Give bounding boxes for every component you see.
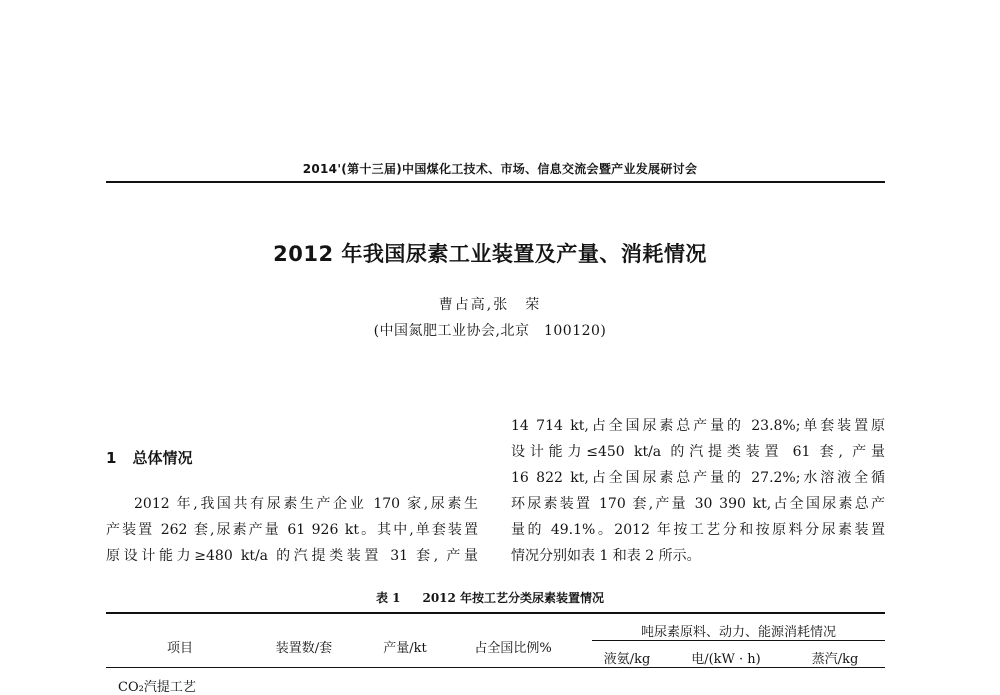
table-caption-label: 表 1	[375, 591, 401, 605]
right-column-paragraph	[511, 413, 885, 569]
section-title: 总体情况	[132, 449, 193, 467]
paragraph-line: 2012 年,我国共有尿素生产企业 170 家,尿素生	[134, 496, 478, 512]
paragraph-line: 量的 49.1%。2012 年按工艺分和按原料分尿素装置	[511, 522, 885, 538]
table-group-rule	[592, 640, 885, 641]
article-title: 2012 年我国尿素工业装置及产量、消耗情况	[273, 242, 707, 266]
section-heading	[106, 447, 192, 468]
table-top-rule	[106, 612, 885, 614]
table-header-steam: 蒸汽/kg	[811, 652, 859, 667]
paragraph-line: 16 822 kt,占全国尿素总产量的 27.2%;水溶液全循	[511, 470, 885, 486]
table-caption	[0, 589, 980, 606]
paragraph-line: 产装置 262 套,尿素产量 61 926 kt。其中,单套装置	[106, 522, 478, 538]
table-header-output: 产量/kt	[383, 641, 427, 656]
table-header-ammonia: 液氨/kg	[603, 652, 651, 667]
article-affiliation: (中国氮肥工业协会,北京 100120)	[373, 323, 607, 339]
paragraph-line: 情况分别如表 1 和表 2 所示。	[511, 548, 701, 564]
paragraph-line: 环尿素装置 170 套,产量 30 390 kt,占全国尿素总产	[511, 496, 885, 512]
table-caption-text: 2012 年按工艺分类尿素装置情况	[422, 591, 605, 605]
table-row-first-cell: CO₂汽提工艺	[118, 680, 196, 695]
header-rule	[106, 181, 885, 183]
table-header-consumption-group: 吨尿素原料、动力、能源消耗情况	[640, 625, 836, 640]
paragraph-line: 原设计能力≥480 kt/a 的汽提类装置 31 套, 产量	[106, 548, 478, 564]
paragraph-line: 设计能力≤450 kt/a 的汽提类装置 61 套, 产量	[511, 444, 885, 460]
paragraph-line: 14 714 kt,占全国尿素总产量的 23.8%;单套装置原	[511, 418, 885, 434]
table-header-electricity: 电/(kW · h)	[691, 652, 761, 667]
table-header-bottom-rule	[106, 667, 885, 668]
table-header-share: 占全国比例%	[474, 641, 552, 656]
table-header-count: 装置数/套	[275, 641, 333, 656]
left-column-paragraph	[106, 491, 478, 569]
conference-header: 2014'(第十三届)中国煤化工技术、市场、信息交流会暨产业发展研讨会	[302, 162, 698, 176]
section-number: 1	[106, 449, 117, 467]
article-authors: 曹占高,张 荣	[438, 297, 542, 313]
table-header-item: 项目	[166, 641, 193, 656]
